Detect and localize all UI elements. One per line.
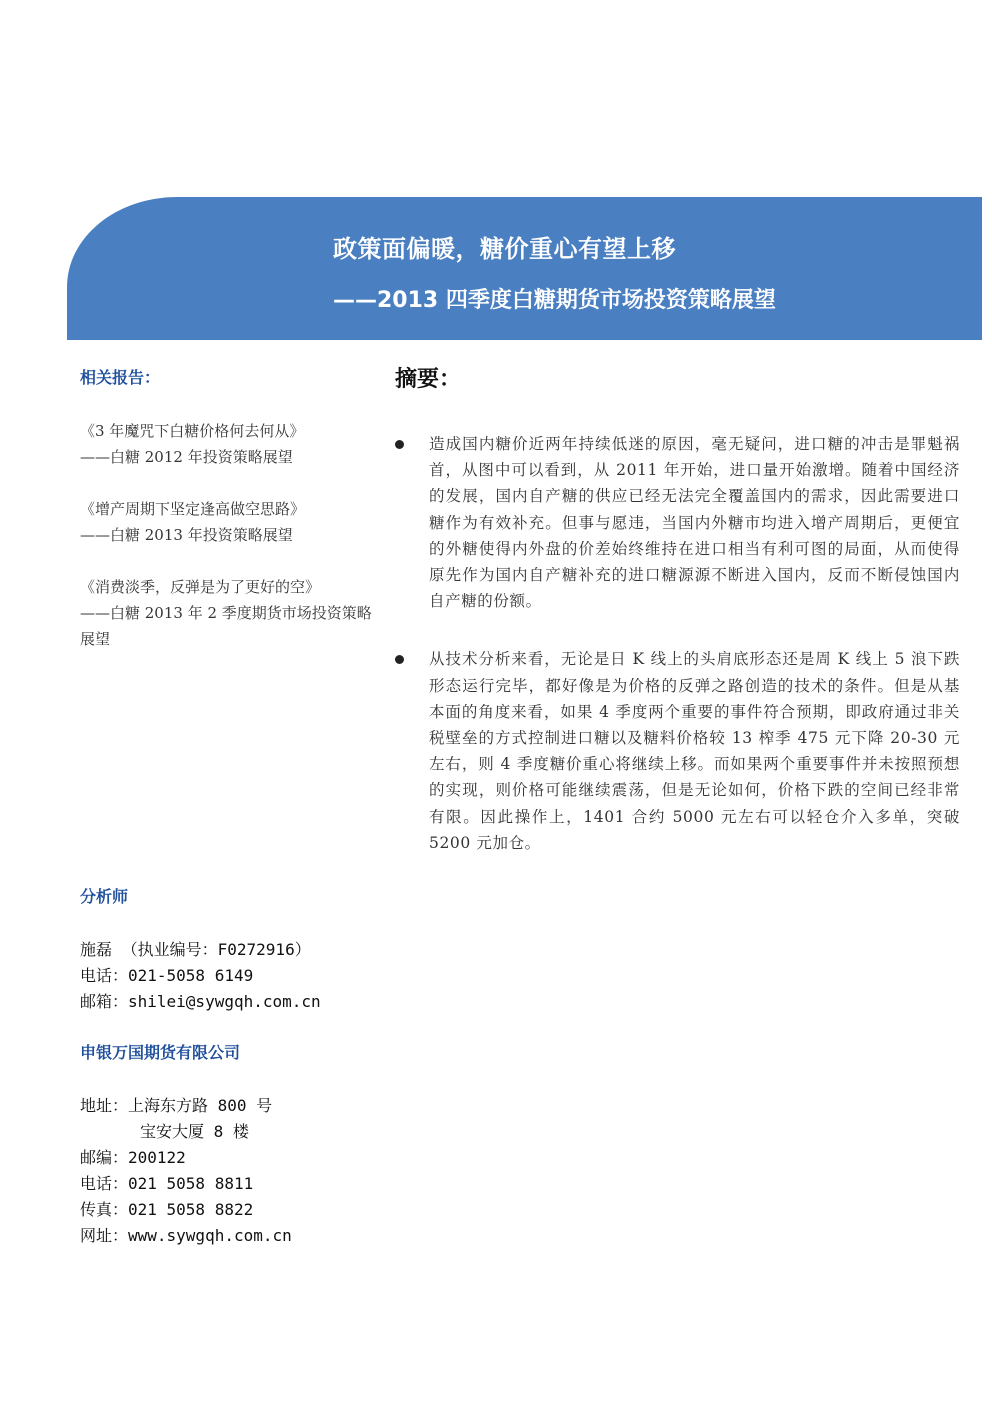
related-report-item [80, 418, 380, 470]
company-website: 网址：www.sywgqh.com.cn [80, 1226, 292, 1245]
related-report-subtitle: ——白糖 2012 年投资策略展望 [80, 448, 293, 466]
report-title: 政策面偏暖，糖价重心有望上移 [333, 235, 676, 263]
company-phone: 电话：021 5058 8811 [80, 1174, 254, 1193]
report-subtitle: ——2013 四季度白糖期货市场投资策略展望 [333, 288, 776, 313]
abstract-paragraph: 从技术分析来看，无论是日 K 线上的头肩底形态还是周 K 线上 5 浪下跌形态运行完毕，都好像是为价格的反弹之路创造的技术的条件。但是从基本面的角度来看，如果 4 季度两个重要的事件符合预期，即政府通过非关税壁垒的方式控制进口糖以及糖料价格较 13 榨季 475 元下降 20-30 元左右，则 4 季度糖价重心将继续上移。而如果两个重要事件并未按照预想的实现，则价格可能继续震荡，但是无论如何，价格下跌的空间已经非常有限。因此操作上，1401 合约 5000 元左右可以轻仓介入多单，突破 5200 元加仓。 [429, 650, 960, 852]
abstract-heading: 摘要： [395, 367, 462, 392]
analyst-section [80, 884, 380, 1015]
analyst-email: 邮箱：shilei@sywgqh.com.cn [80, 992, 321, 1011]
related-report-subtitle: ——白糖 2013 年投资策略展望 [80, 526, 293, 544]
company-address-line2: 宝安大厦 8 楼 [140, 1122, 249, 1141]
related-report-title: 《3 年魔咒下白糖价格何去何从》 [80, 422, 305, 440]
bullet-dot-icon [395, 655, 404, 664]
related-report-title: 《增产周期下坚定逢高做空思路》 [80, 500, 306, 518]
bullet-dot-icon [395, 440, 404, 449]
related-reports-list [80, 418, 380, 652]
abstract-bullets [395, 431, 960, 856]
company-address: 地址：上海东方路 800 号 [80, 1096, 273, 1115]
company-name: 申银万国期货有限公司 [80, 1043, 241, 1062]
related-report-item [80, 496, 380, 548]
related-report-subtitle: ——白糖 2013 年 2 季度期货市场投资策略展望 [80, 604, 372, 648]
related-reports-heading: 相关报告： [80, 368, 161, 387]
related-report-title: 《消费淡季，反弹是为了更好的空》 [80, 578, 321, 596]
company-postcode: 邮编：200122 [80, 1148, 186, 1167]
analyst-heading: 分析师 [80, 887, 129, 906]
analyst-name: 施磊 （执业编号：F0272916） [80, 940, 311, 959]
title-banner [67, 197, 982, 340]
abstract-section [395, 362, 960, 888]
analyst-phone: 电话：021-5058 6149 [80, 966, 254, 985]
company-fax: 传真：021 5058 8822 [80, 1200, 254, 1219]
company-section [80, 1040, 400, 1249]
abstract-bullet [395, 431, 960, 614]
related-reports-section [80, 365, 380, 678]
abstract-paragraph: 造成国内糖价近两年持续低迷的原因，毫无疑问，进口糖的冲击是罪魁祸首，从图中可以看到，从 2011 年开始，进口量开始激增。随着中国经济的发展，国内自产糖的供应已经无法完全覆盖国内的需求，因此需要进口糖作为有效补充。但事与愿违，当国内外糖市均进入增产周期后，更便宜的外糖使得内外盘的价差始终维持在进口相当有利可图的局面，从而使得原先作为国内自产糖补充的进口糖源源不断进入国内，反而不断侵蚀国内自产糖的份额。 [429, 435, 960, 611]
related-report-item [80, 574, 380, 652]
abstract-bullet [395, 646, 960, 856]
